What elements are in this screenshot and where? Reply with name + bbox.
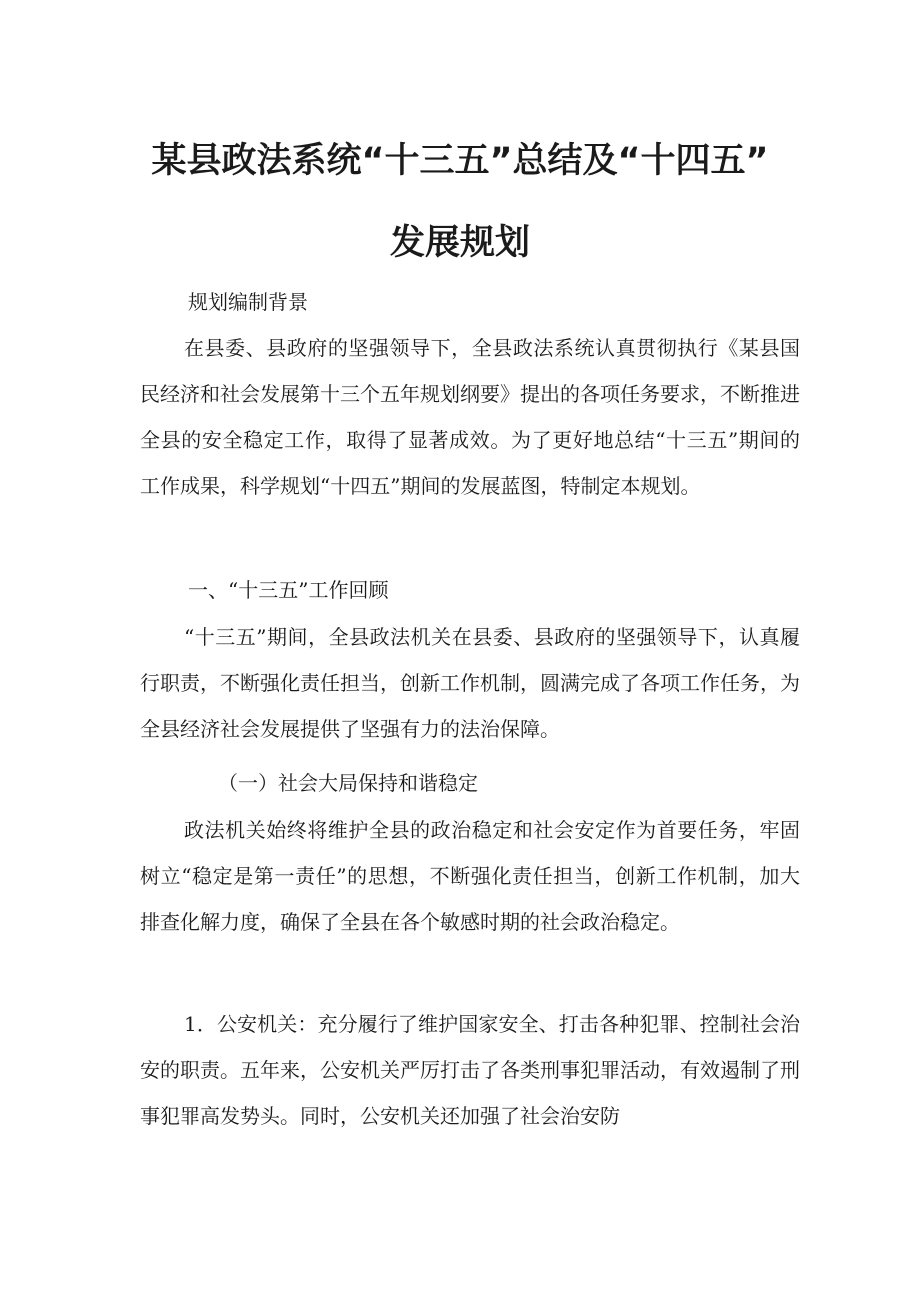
paragraph-review: “十三五”期间，全县政法机关在县委、县政府的坚强领导下，认真履行职责，不断强化责任担当，创新工作机制，圆满完成了各项工作任务，为全县经济社会发展提供了坚强有力的法治保障。 [140,625,800,741]
paragraph-background: 在县委、县政府的坚强领导下，全县政法系统认真贯彻执行《某县国民经济和社会发展第十三个五年规划纲要》提出的各项任务要求，不断推进全县的安全稳定工作，取得了显著成效。为了更好地总结“十三五”期间的工作成果，科学规划“十四五”期间的发展蓝图，特制定本规划。 [140,336,800,498]
heading-background: 规划编制背景 [188,290,308,314]
paragraph-stability: 政法机关始终将维护全县的政治稳定和社会安定作为首要任务，牢固树立“稳定是第一责任”的思想，不断强化责任担当，创新工作机制，加大排查化解力度，确保了全县在各个敏感时期的社会政治稳定。 [140,818,800,934]
document-title-line-1: 某县政法系统“十三五”总结及“十四五” [151,141,769,181]
heading-review: 一、“十三五”工作回顾 [188,578,389,602]
heading-stability: （一）社会大局保持和谐稳定 [218,771,478,795]
document-title-line-2: 发展规划 [389,223,530,263]
paragraph-police: 1．公安机关：充分履行了维护国家安全、打击各种犯罪、控制社会治安的职责。五年来，公安机关严厉打击了各类刑事犯罪活动，有效遏制了刑事犯罪高发势头。同时，公安机关还加强了社会治安防 [140,1012,800,1128]
